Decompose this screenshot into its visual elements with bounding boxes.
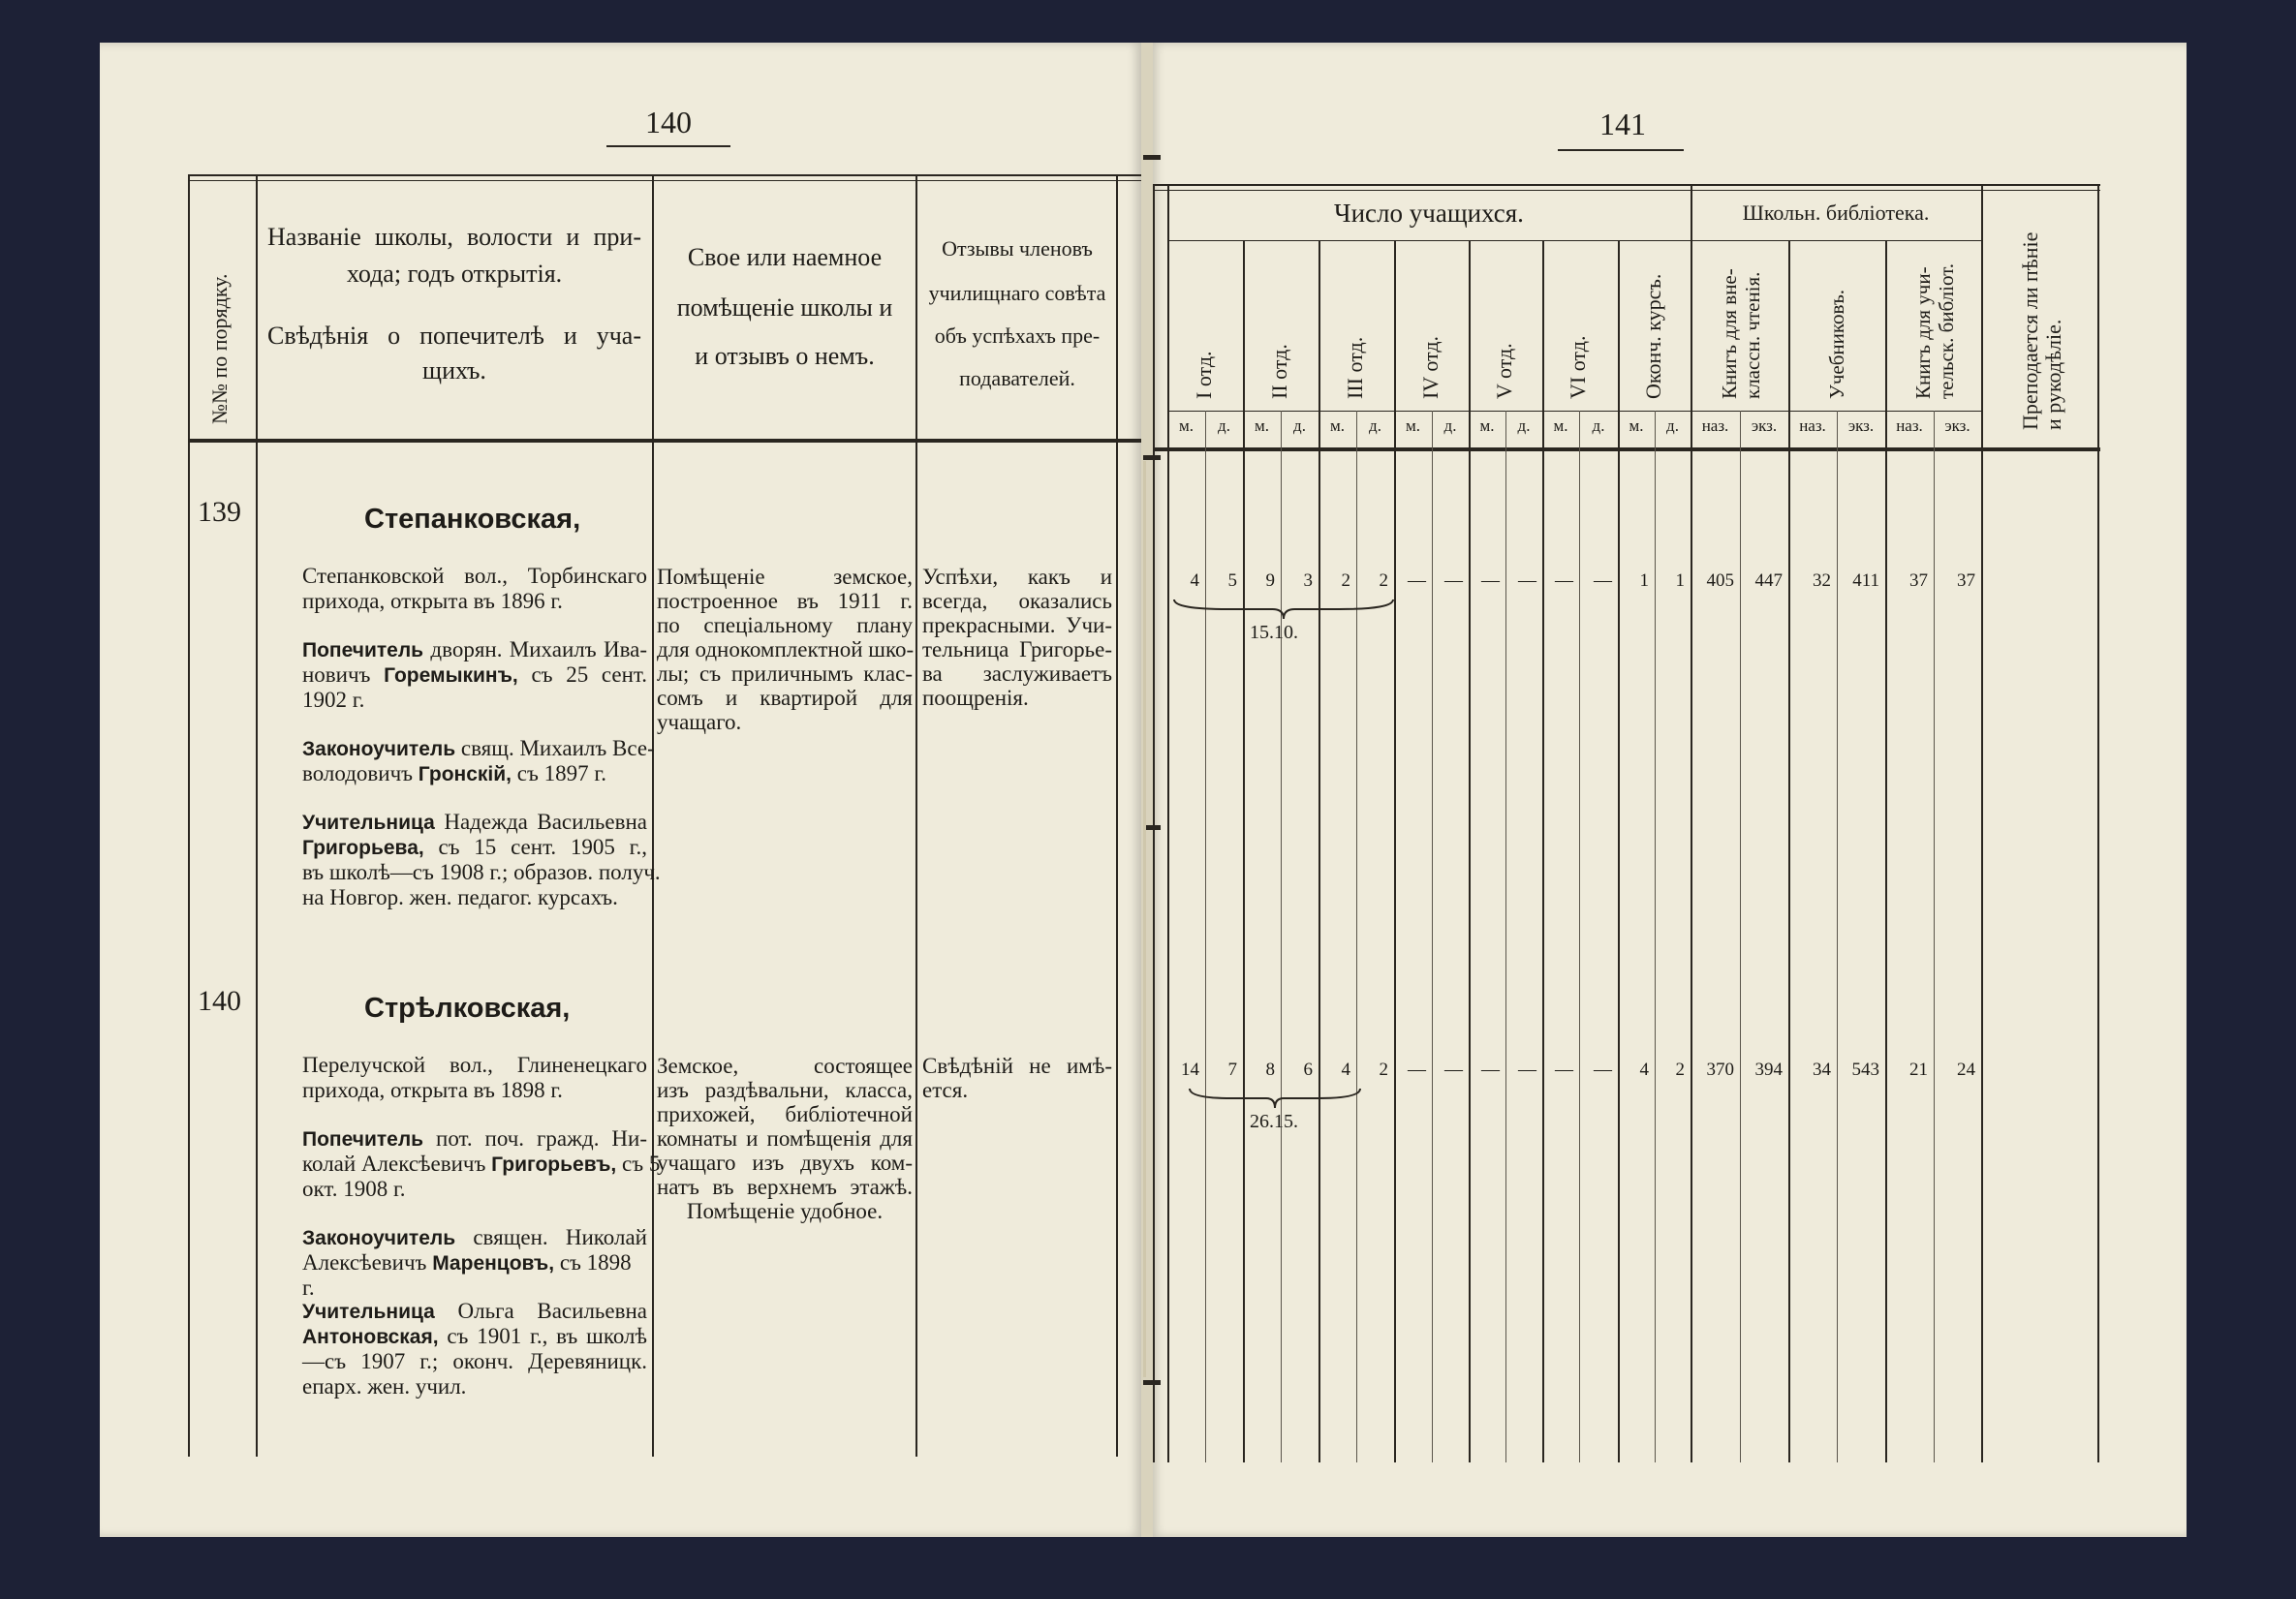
header-grade-label: III отд. bbox=[1343, 336, 1367, 399]
header-sex-label: м. bbox=[1405, 416, 1420, 435]
school-info-line bbox=[302, 1299, 647, 1324]
review-line: ется. bbox=[922, 1078, 969, 1102]
school-info-line bbox=[302, 1078, 647, 1102]
right-header-bottom-rule bbox=[1153, 447, 2100, 451]
school-info-bold-segment: Учительница bbox=[302, 1301, 435, 1323]
student-count: 2 bbox=[1379, 1060, 1388, 1080]
review-line: тельница Григорье- bbox=[922, 637, 1112, 661]
school-info-segment: Надежда Васильевна bbox=[434, 810, 647, 834]
school-info-bold-segment: Антоновская, bbox=[302, 1326, 439, 1348]
library-count: 34 bbox=[1813, 1060, 1831, 1080]
library-count: 32 bbox=[1813, 570, 1831, 591]
header-sex-label: м. bbox=[1178, 416, 1194, 435]
school-info-line bbox=[302, 1374, 647, 1399]
header-library-sublabel: экз. bbox=[1847, 416, 1875, 435]
student-count: — bbox=[1594, 570, 1612, 591]
library-count: 21 bbox=[1909, 1060, 1928, 1080]
student-count: — bbox=[1594, 1060, 1612, 1080]
student-count: — bbox=[1555, 570, 1573, 591]
header-students-group: Число учащихся. bbox=[1334, 199, 1524, 228]
left-col-rule bbox=[652, 174, 654, 1457]
header-sex-label: м. bbox=[1479, 416, 1495, 435]
school-info-line bbox=[302, 1053, 647, 1077]
school-info-segment: съ 5 bbox=[616, 1152, 661, 1176]
school-info-line bbox=[302, 736, 655, 761]
building-line: Помѣщеніе земское, bbox=[657, 565, 913, 589]
school-info-segment: новичъ bbox=[302, 662, 385, 687]
header-reviews-line: Отзывы членовъ bbox=[942, 236, 1093, 261]
student-count: 5 bbox=[1227, 570, 1237, 591]
header-building-line: помѣщеніе школы и bbox=[676, 293, 893, 322]
school-info-line bbox=[302, 835, 647, 860]
students-group-rule bbox=[1167, 240, 1691, 241]
student-count: 4 bbox=[1639, 1060, 1649, 1080]
header-grade-label: V отд. bbox=[1492, 343, 1516, 399]
building-line: для однокомплектной шко- bbox=[657, 637, 915, 661]
header-sex-label: д. bbox=[1443, 416, 1457, 435]
school-info-line bbox=[302, 564, 647, 588]
header-library-sublabel: экз. bbox=[1944, 416, 1970, 435]
student-count: — bbox=[1555, 1060, 1573, 1080]
header-library-sublabel: наз. bbox=[1701, 416, 1729, 435]
left-table-top-rule-inner bbox=[188, 180, 1141, 181]
student-count: 3 bbox=[1303, 570, 1313, 591]
header-reviews-line: подавателей. bbox=[959, 366, 1075, 390]
header-name-line: Свѣдѣнія о попечителѣ и уча- bbox=[267, 322, 641, 350]
student-count: — bbox=[1518, 1060, 1536, 1080]
header-sex-label: м. bbox=[1329, 416, 1345, 435]
review-line: ва заслуживаетъ bbox=[922, 661, 1112, 686]
right-col-rule bbox=[1740, 411, 1741, 1462]
school-info-bold-segment: Учительница bbox=[302, 812, 435, 834]
student-count: 2 bbox=[1675, 1060, 1685, 1080]
right-col-rule bbox=[1934, 411, 1935, 1462]
right-col-rule bbox=[1579, 411, 1580, 1462]
student-count: 4 bbox=[1341, 1060, 1350, 1080]
right-page-number: 141 bbox=[1599, 107, 1646, 141]
school-info-line bbox=[302, 1152, 661, 1177]
school-info-line bbox=[302, 1349, 647, 1373]
header-grade-label: II отд. bbox=[1267, 344, 1291, 399]
right-col-rule bbox=[1167, 184, 1169, 1462]
header-grade-label: VI отд. bbox=[1566, 335, 1590, 399]
school-info-segment: 1902 г. bbox=[302, 688, 365, 712]
binding-thread bbox=[1143, 461, 1146, 1377]
header-singing-label: и рукодѣліе. bbox=[2041, 319, 2065, 430]
left-col-rule bbox=[188, 174, 190, 1457]
student-count: 2 bbox=[1341, 570, 1350, 591]
header-singing-label: Преподается ли пѣніе bbox=[2018, 231, 2042, 430]
review-line: всегда, оказались bbox=[922, 589, 1112, 613]
school-info-segment: Алексѣевичъ bbox=[302, 1250, 433, 1275]
building-line: Помѣщеніе удобное. bbox=[686, 1199, 884, 1223]
school-info-bold-segment: Гронскій, bbox=[418, 763, 512, 785]
school-number: 139 bbox=[198, 496, 241, 528]
school-info-segment: съ 1897 г. bbox=[512, 761, 606, 785]
school-info-segment: дворян. Михаилъ Ива- bbox=[423, 637, 647, 661]
left-page-number: 140 bbox=[645, 105, 692, 139]
school-info-segment: Степанковской вол., Торбинскаго bbox=[302, 564, 647, 588]
library-count: 370 bbox=[1706, 1060, 1734, 1080]
left-col-rule bbox=[1116, 174, 1118, 1457]
school-number: 140 bbox=[198, 985, 241, 1017]
header-grade-label: IV отд. bbox=[1418, 335, 1443, 399]
building-line: Земское, состоящее bbox=[657, 1054, 913, 1078]
review-line: Свѣдѣній не имѣ- bbox=[922, 1054, 1112, 1078]
school-info-segment: окт. 1908 г. bbox=[302, 1177, 406, 1201]
header-sex-label: м. bbox=[1629, 416, 1644, 435]
grade-total: 15.10. bbox=[1250, 622, 1298, 643]
right-col-rule bbox=[1837, 411, 1838, 1462]
header-sex-label: д. bbox=[1293, 416, 1306, 435]
header-sex-label: м. bbox=[1254, 416, 1269, 435]
header-library-sublabel: наз. bbox=[1799, 416, 1826, 435]
library-count: 37 bbox=[1909, 570, 1928, 591]
building-line: изъ раздѣвальни, класса, bbox=[657, 1078, 913, 1102]
school-info-segment: въ школѣ—съ 1908 г.; образов. получ. bbox=[302, 860, 661, 884]
student-count: — bbox=[1444, 1060, 1463, 1080]
student-count: 1 bbox=[1639, 570, 1649, 591]
left-header-bottom-rule bbox=[188, 439, 1141, 443]
right-col-rule bbox=[1691, 184, 1692, 1462]
left-table-top-rule bbox=[188, 174, 1141, 176]
school-info-segment: Перелучской вол., Глиненецкаго bbox=[302, 1053, 647, 1077]
building-line: учащаго изъ двухъ ком- bbox=[657, 1151, 913, 1175]
header-grade-label: Оконч. курсъ. bbox=[1641, 273, 1665, 399]
building-line: натъ въ верхнемъ этажѣ. bbox=[657, 1175, 913, 1199]
right-col-rule bbox=[1981, 184, 1983, 1462]
right-table-top-rule bbox=[1153, 184, 2100, 186]
header-library-sublabel: экз. bbox=[1751, 416, 1778, 435]
school-info-bold-segment: Попечитель bbox=[302, 1128, 424, 1151]
right-col-rule bbox=[1356, 411, 1357, 1462]
school-info-segment: прихода, открыта въ 1898 г. bbox=[302, 1078, 563, 1102]
building-line: учащаго. bbox=[657, 710, 742, 734]
library-count: 37 bbox=[1957, 570, 1975, 591]
school-name: Стрѣлковская, bbox=[364, 993, 571, 1024]
school-info-bold-segment: Маренцовъ, bbox=[432, 1252, 555, 1275]
building-line: построенное въ 1911 г. bbox=[657, 589, 913, 613]
header-sex-label: д. bbox=[1517, 416, 1531, 435]
school-info-line bbox=[302, 810, 647, 835]
student-count: — bbox=[1481, 570, 1500, 591]
right-col-rule bbox=[1432, 411, 1433, 1462]
school-info-line bbox=[302, 1126, 647, 1152]
header-name-line: Названіе школы, волости и при- bbox=[267, 223, 641, 251]
binding-stitch bbox=[1143, 155, 1161, 160]
header-sex-label: д. bbox=[1369, 416, 1381, 435]
school-info-segment: съ 1898 г. bbox=[302, 1250, 632, 1300]
school-info-line bbox=[302, 637, 647, 662]
library-count: 411 bbox=[1852, 570, 1879, 591]
left-page-number-rule bbox=[606, 145, 730, 147]
header-name-line: хода; годъ открытія. bbox=[346, 260, 563, 288]
school-info-line bbox=[302, 1250, 647, 1300]
header-reviews-line: училищнаго совѣта bbox=[928, 281, 1106, 305]
header-library-group: Школьн. библіотека. bbox=[1742, 200, 1930, 225]
building-line: комнаты и помѣщенія для bbox=[657, 1126, 913, 1151]
binding-stitch bbox=[1143, 455, 1161, 460]
total-brace-icon bbox=[1188, 1087, 1362, 1110]
school-info-line bbox=[302, 589, 647, 613]
subheader-rule bbox=[1167, 411, 1981, 412]
header-building-line: и отзывъ о немъ. bbox=[695, 342, 875, 370]
school-info-bold-segment: Попечитель bbox=[302, 639, 424, 661]
school-info-bold-segment: Законоучитель bbox=[302, 738, 456, 760]
school-info-segment: съ 25 сент. bbox=[517, 662, 647, 687]
school-name: Степанковская, bbox=[364, 504, 581, 535]
right-table-top-rule-inner bbox=[1153, 190, 2100, 191]
right-col-rule bbox=[1281, 411, 1282, 1462]
right-col-rule bbox=[1205, 411, 1206, 1462]
grade-total: 26.15. bbox=[1250, 1111, 1298, 1132]
right-page-number-rule bbox=[1558, 149, 1684, 151]
school-info-line bbox=[302, 885, 647, 909]
library-count: 405 bbox=[1706, 570, 1734, 591]
school-info-line bbox=[302, 1324, 647, 1349]
school-info-segment: на Новгор. жен. педагог. курсахъ. bbox=[302, 885, 618, 909]
school-info-bold-segment: Григорьева, bbox=[302, 837, 424, 859]
school-info-bold-segment: Законоучитель bbox=[302, 1227, 456, 1249]
library-count: 543 bbox=[1851, 1060, 1879, 1080]
review-line: поощренія. bbox=[922, 686, 1029, 710]
left-col-rule bbox=[256, 174, 258, 1457]
school-info-segment: священ. Николай bbox=[455, 1225, 647, 1249]
school-info-line bbox=[302, 761, 647, 786]
header-sex-label: д. bbox=[1666, 416, 1679, 435]
header-reviews-line: объ успѣхахъ пре- bbox=[934, 323, 1101, 348]
student-count: — bbox=[1408, 570, 1426, 591]
library-count: 24 bbox=[1957, 1060, 1975, 1080]
student-count: 1 bbox=[1675, 570, 1685, 591]
student-count: 8 bbox=[1265, 1060, 1275, 1080]
total-brace-icon bbox=[1172, 598, 1395, 621]
building-line: сомъ и квартирой для bbox=[657, 686, 913, 710]
header-sex-label: д. bbox=[1592, 416, 1605, 435]
header-number-column: №№ по порядку. bbox=[207, 273, 232, 424]
school-info-bold-segment: Григорьевъ, bbox=[491, 1153, 617, 1176]
school-info-line bbox=[302, 688, 647, 712]
library-group-rule bbox=[1691, 240, 1981, 241]
school-info-line bbox=[302, 1177, 647, 1201]
school-info-segment: —съ 1907 г.; оконч. Деревяницк. bbox=[302, 1349, 647, 1373]
student-count: 7 bbox=[1227, 1060, 1237, 1080]
right-col-rule bbox=[2097, 184, 2099, 1462]
review-line: Успѣхи, какъ и bbox=[922, 565, 1112, 589]
header-library-label: Книгъ для учи- bbox=[1911, 266, 1935, 399]
school-info-bold-segment: Горемыкинъ, bbox=[384, 664, 518, 687]
student-count: — bbox=[1408, 1060, 1426, 1080]
header-name-line: щихъ. bbox=[422, 356, 486, 384]
student-count: 14 bbox=[1181, 1060, 1199, 1080]
school-info-line bbox=[302, 1225, 647, 1250]
right-col-rule bbox=[1153, 184, 1155, 1462]
header-library-label: Учебниковъ. bbox=[1825, 289, 1848, 399]
header-sex-label: д. bbox=[1218, 416, 1230, 435]
student-count: — bbox=[1444, 570, 1463, 591]
total-brace-path bbox=[1174, 600, 1393, 619]
student-count: 6 bbox=[1303, 1060, 1313, 1080]
school-info-segment: прихода, открыта въ 1896 г. bbox=[302, 589, 563, 613]
library-count: 447 bbox=[1754, 570, 1783, 591]
school-info-segment: епарх. жен. учил. bbox=[302, 1374, 467, 1399]
total-brace-path bbox=[1190, 1089, 1360, 1108]
header-library-label: тельск. библіот. bbox=[1935, 262, 1958, 399]
student-count: — bbox=[1481, 1060, 1500, 1080]
school-info-line bbox=[302, 662, 647, 688]
left-col-rule bbox=[915, 174, 917, 1457]
building-line: прихожей, библіотечной bbox=[657, 1102, 913, 1126]
school-info-segment: колай Алексѣевичъ bbox=[302, 1152, 492, 1176]
right-col-rule bbox=[1505, 411, 1506, 1462]
binding-stitch bbox=[1143, 1380, 1161, 1385]
header-library-sublabel: наз. bbox=[1896, 416, 1923, 435]
header-grade-label: I отд. bbox=[1192, 351, 1216, 399]
building-line: лы; съ приличнымъ клас- bbox=[657, 661, 913, 686]
header-library-label: классн. чтенія. bbox=[1741, 271, 1764, 399]
student-count: 4 bbox=[1190, 570, 1199, 591]
school-info-line bbox=[302, 860, 661, 884]
school-info-segment: Ольга Васильевна bbox=[434, 1299, 647, 1323]
school-info-segment: свящ. Михаилъ Все- bbox=[455, 736, 655, 760]
student-count: — bbox=[1518, 570, 1536, 591]
school-info-segment: съ 15 сент. 1905 г., bbox=[423, 835, 647, 859]
school-info-segment: пот. поч. гражд. Ни- bbox=[423, 1126, 647, 1151]
header-sex-label: м. bbox=[1553, 416, 1568, 435]
school-info-segment: володовичъ bbox=[302, 761, 419, 785]
right-col-rule bbox=[1655, 411, 1656, 1462]
header-building-line: Свое или наемное bbox=[687, 243, 883, 271]
review-line: прекрасными. Учи- bbox=[922, 613, 1112, 637]
library-count: 394 bbox=[1754, 1060, 1783, 1080]
header-library-label: Книгъ для вне- bbox=[1718, 268, 1741, 399]
student-count: 9 bbox=[1265, 570, 1275, 591]
student-count: 2 bbox=[1379, 570, 1388, 591]
school-info-segment: съ 1901 г., въ школѣ bbox=[438, 1324, 647, 1348]
building-line: по спеціальному плану bbox=[657, 613, 913, 637]
